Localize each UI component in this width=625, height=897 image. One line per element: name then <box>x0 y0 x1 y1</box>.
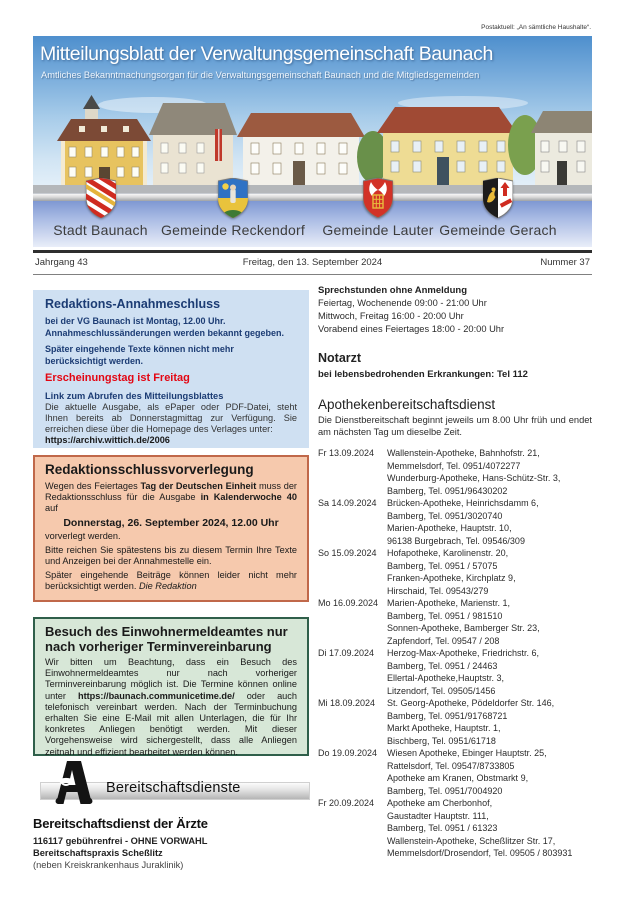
duty-line: Zapfendorf, Tel. 09547 / 208 <box>387 635 500 646</box>
masthead-subtitle: Amtliches Bekanntmachungsorgan für die Verwaltungsgemeinschaft Baunach und die Mitgliedsgemeinden <box>41 70 480 80</box>
duty-line: Hirschaid, Tel. 09543/279 <box>387 585 489 596</box>
notarzt-heading: Notarzt <box>318 351 362 365</box>
duty-pharmacies <box>382 497 592 547</box>
issue-bar-divider <box>33 274 592 275</box>
pharmacy-duty-row <box>318 647 592 697</box>
baunach-coat-of-arms-icon <box>86 178 116 218</box>
pharmacy-duty-row <box>318 497 592 547</box>
pharmacy-duty-row <box>318 797 592 860</box>
duty-date: Di 17.09.2024 <box>318 648 375 658</box>
masthead-title: Mitteilungsblatt der Verwaltungsgemeinschaft Baunach <box>40 43 493 65</box>
sprechstunden-line: Feiertag, Wochenende 09:00 - 21:00 Uhr <box>318 298 487 308</box>
gerach-coat-of-arms-icon <box>483 178 513 218</box>
duty-pharmacies <box>382 797 592 860</box>
duty-line: Memmelsdorf/Drosendorf, Tel. 09505 / 803931 <box>387 848 573 858</box>
duty-line: Memmelsdorf, Tel. 0951/4072277 <box>387 460 521 471</box>
pharmacy-duty-row <box>318 747 592 797</box>
duty-line: St. Georg-Apotheke, Pödeldorfer Str. 146, <box>387 698 555 708</box>
duty-line: Bamberg, Tel. 0951 / 61323 <box>387 823 498 833</box>
reckendorf-coat-of-arms-icon <box>218 178 248 218</box>
sprechstunden-heading: Sprechstunden ohne Anmeldung <box>318 285 468 296</box>
aerzte-praxis: Bereitschaftspraxis Scheßlitz <box>33 848 163 858</box>
box-title: Redaktionsschlussvorverlegung <box>45 462 254 477</box>
archive-url-link[interactable]: https://archiv.wittich.de/2006 <box>45 435 170 446</box>
duty-line: Franken-Apotheke, Kirchplatz 9, <box>387 573 516 583</box>
aerzte-phone: 116117 gebührenfrei - OHNE VORWAHL <box>33 836 208 846</box>
duty-line: Bamberg, Tel. 0951 / 24463 <box>387 660 498 671</box>
municipality-label: Stadt Baunach <box>53 222 148 238</box>
aerzte-section <box>33 816 309 871</box>
apotheken-heading: Apothekenbereitschaftsdienst <box>318 397 496 412</box>
duty-pharmacies <box>382 647 592 697</box>
issue-number: Nummer 37 <box>540 257 590 268</box>
appointment-paragraph: Wir bitten um Beachtung, dass ein Besuch des Einwohnermeldeamtes nur nach vorheriger Terminvereinbarung möglich ist. Die Termine können online unter https://baunach.communicetime.de/ oder auch telefonisch vereinbart werden. Nach der Terminbuchung erhalten Sie eine E-Mail mit allen Unterlagen, die für Ihr konkretes Anliegen benötigt werden. Mit dieser Vorgehensweise wird sichergestellt, dass alle Anliegen zeitnah und effizient bearbeitet werden können. <box>45 657 297 757</box>
sprechstunden-line: Mittwoch, Freitag 16:00 - 20:00 Uhr <box>318 311 464 321</box>
duty-line: Bamberg, Tel. 0951/91768721 <box>387 710 508 721</box>
redaktions-annahmeschluss-box <box>33 290 309 448</box>
booking-url-link[interactable]: https://baunach.communicetime.de/ <box>77 690 235 701</box>
lauter-coat-of-arms-icon <box>363 178 393 218</box>
sprechstunden-line: Vorabend eines Feiertages 18:00 - 20:00 Uhr <box>318 324 505 334</box>
pharmacy-duty-row <box>318 547 592 597</box>
duty-line: Gaustadter Hauptstr. 111, <box>387 810 489 821</box>
duty-pharmacies <box>382 697 592 747</box>
duty-line: Marien-Apotheke, Marienstr. 1, <box>387 598 511 608</box>
aerzte-note: (neben Kreiskrankenhaus Juraklinik) <box>33 860 184 870</box>
duty-line: Bamberg, Tel. 0951 / 981510 <box>387 610 503 621</box>
duty-line: Brücken-Apotheke, Heinrichsdamm 6, <box>387 498 539 508</box>
municipality-baunach <box>33 222 168 238</box>
duty-line: Wunderburg-Apotheke, Hans-Schütz-Str. 3, <box>387 473 561 483</box>
duty-line: Bamberg, Tel. 0951/7004920 <box>387 785 503 796</box>
duty-date: Mo 16.09.2024 <box>318 598 379 608</box>
pharmacy-duty-row <box>318 597 592 647</box>
duty-line: Litzendorf, Tel. 09505/1456 <box>387 685 496 696</box>
apotheke-a-icon <box>52 759 94 805</box>
duty-line: Apotheke am Cherbonhof, <box>387 798 493 808</box>
duty-line: Markt Apotheke, Hauptstr. 1, <box>387 723 501 733</box>
holiday-name: Tag der Deutschen Einheit <box>140 481 257 491</box>
submission-request-paragraph: Bitte reichen Sie spätestens bis zu diesem Termin Ihre Texte und Anzeigen bei der Annahmestelle ein. <box>45 545 297 566</box>
holiday-paragraph: Wegen des Feiertages Tag der Deutschen Einheit muss der Redaktionsschluss für die Ausgabe in Kalenderwoche 40 auf <box>45 481 297 513</box>
duty-date: Sa 14.09.2024 <box>318 498 377 508</box>
apotheken-intro: Die Dienstbereitschaft beginnt jeweils um 8.00 Uhr früh und endet am nächsten Tag um dieselbe Zeit. <box>318 415 592 437</box>
issue-bar <box>33 257 592 271</box>
municipality-reckendorf <box>158 222 308 238</box>
duty-date: Mi 18.09.2024 <box>318 698 376 708</box>
new-deadline: Donnerstag, 26. September 2024, 12.00 Uhr <box>63 517 279 529</box>
municipality-label: Gemeinde Reckendorf <box>161 222 305 238</box>
duty-line: Bamberg, Tel. 0951 / 57075 <box>387 560 498 571</box>
duty-line: Hofapotheke, Karolinenstr. 20, <box>387 548 509 558</box>
duty-line: Wallenstein-Apotheke, Bahnhofstr. 21, <box>387 448 540 458</box>
duty-line: Marien-Apotheke, Hauptstr. 10, <box>387 523 512 533</box>
late-contributions-paragraph: Später eingehende Beiträge können leider nicht mehr berücksichtigt werden. Die Redaktion <box>45 570 297 591</box>
box-title: Besuch des Einwohnermeldeamtes nur nach vorheriger Terminvereinbarung <box>45 624 288 654</box>
epaper-paragraph: Die aktuelle Ausgabe, als ePaper oder PDF-Datei, steht Ihnen bereits ab Donnerstagmittag zur Verfügung. Sie erreichen diese über die Homepage des Verlages unter: <box>45 402 297 434</box>
issue-volume: Jahrgang 43 <box>35 257 88 268</box>
duty-line: Herzog-Max-Apotheke, Friedrichstr. 6, <box>387 648 540 658</box>
duty-line: 96138 Burgebrach, Tel. 09546/309 <box>387 535 525 546</box>
duty-pharmacies <box>382 547 592 597</box>
duty-date: Fr 13.09.2024 <box>318 448 375 458</box>
duty-pharmacies <box>382 447 592 497</box>
late-texts-paragraph: Später eingehende Texte können nicht mehr berücksichtigt werden. <box>45 344 234 366</box>
issue-date: Freitag, den 13. September 2024 <box>242 257 383 268</box>
municipality-label: Gemeinde Lauter <box>322 222 434 238</box>
duty-date: So 15.09.2024 <box>318 548 377 558</box>
duty-line: Bischberg, Tel. 0951/61718 <box>387 735 496 746</box>
editorial-signature: Die Redaktion <box>138 581 197 591</box>
moved-forward-line: vorverlegt werden. <box>45 531 121 541</box>
aerzte-heading: Bereitschaftsdienst der Ärzte <box>33 816 208 831</box>
duty-line: Rattelsdorf, Tel. 09547/8733805 <box>387 760 515 771</box>
municipality-gerach <box>423 222 573 238</box>
postal-note: Postaktuell: „An sämtliche Haushalte“. <box>481 24 591 31</box>
link-heading: Link zum Abrufen des Mitteilungsblattes <box>45 391 224 401</box>
masthead-divider <box>33 250 592 253</box>
bereitschaftsdienste-heading: Bereitschaftsdienste <box>106 780 241 796</box>
duty-line: Sonnen-Apotheke, Bamberger Str. 23, <box>387 623 540 633</box>
duty-date: Fr 20.09.2024 <box>318 798 375 808</box>
pharmacy-duty-row <box>318 697 592 747</box>
duty-line: Bamberg, Tel. 0951/96430202 <box>387 485 508 496</box>
duty-line: Wallenstein-Apotheke, Scheßlitzer Str. 17, <box>387 835 556 846</box>
duty-line: Apotheke am Kranen, Obstmarkt 9, <box>387 773 529 783</box>
box-title: Redaktions-Annahmeschluss <box>45 297 221 311</box>
notarzt-line: bei lebensbedrohenden Erkrankungen: Tel 112 <box>318 369 528 380</box>
masthead-banner <box>33 36 592 247</box>
pharmacy-duty-row <box>318 447 592 497</box>
municipality-label: Gemeinde Gerach <box>439 222 557 238</box>
pharmacy-duty-list <box>318 447 592 860</box>
duty-date: Do 19.09.2024 <box>318 748 378 758</box>
duty-line: Wiesen Apotheke, Ebinger Hauptstr. 25, <box>387 748 547 758</box>
calendar-week: in Kalenderwoche 40 <box>200 492 297 502</box>
redaktionsschluss-vorverlegung-box <box>33 455 309 602</box>
duty-pharmacies <box>382 747 592 797</box>
duty-line: Bamberg, Tel. 0951/3020740 <box>387 510 503 521</box>
einwohnermeldeamt-box <box>33 617 309 756</box>
right-column <box>318 284 592 860</box>
duty-pharmacies <box>382 597 592 647</box>
publication-day-highlight: Erscheinungstag ist Freitag <box>45 372 190 384</box>
deadline-paragraph: bei der VG Baunach ist Montag, 12.00 Uhr. Annahmeschlussänderungen werden bekannt gegeben. <box>45 316 285 338</box>
duty-line: Ellertal-Apotheke,Hauptstr. 3, <box>387 673 505 683</box>
